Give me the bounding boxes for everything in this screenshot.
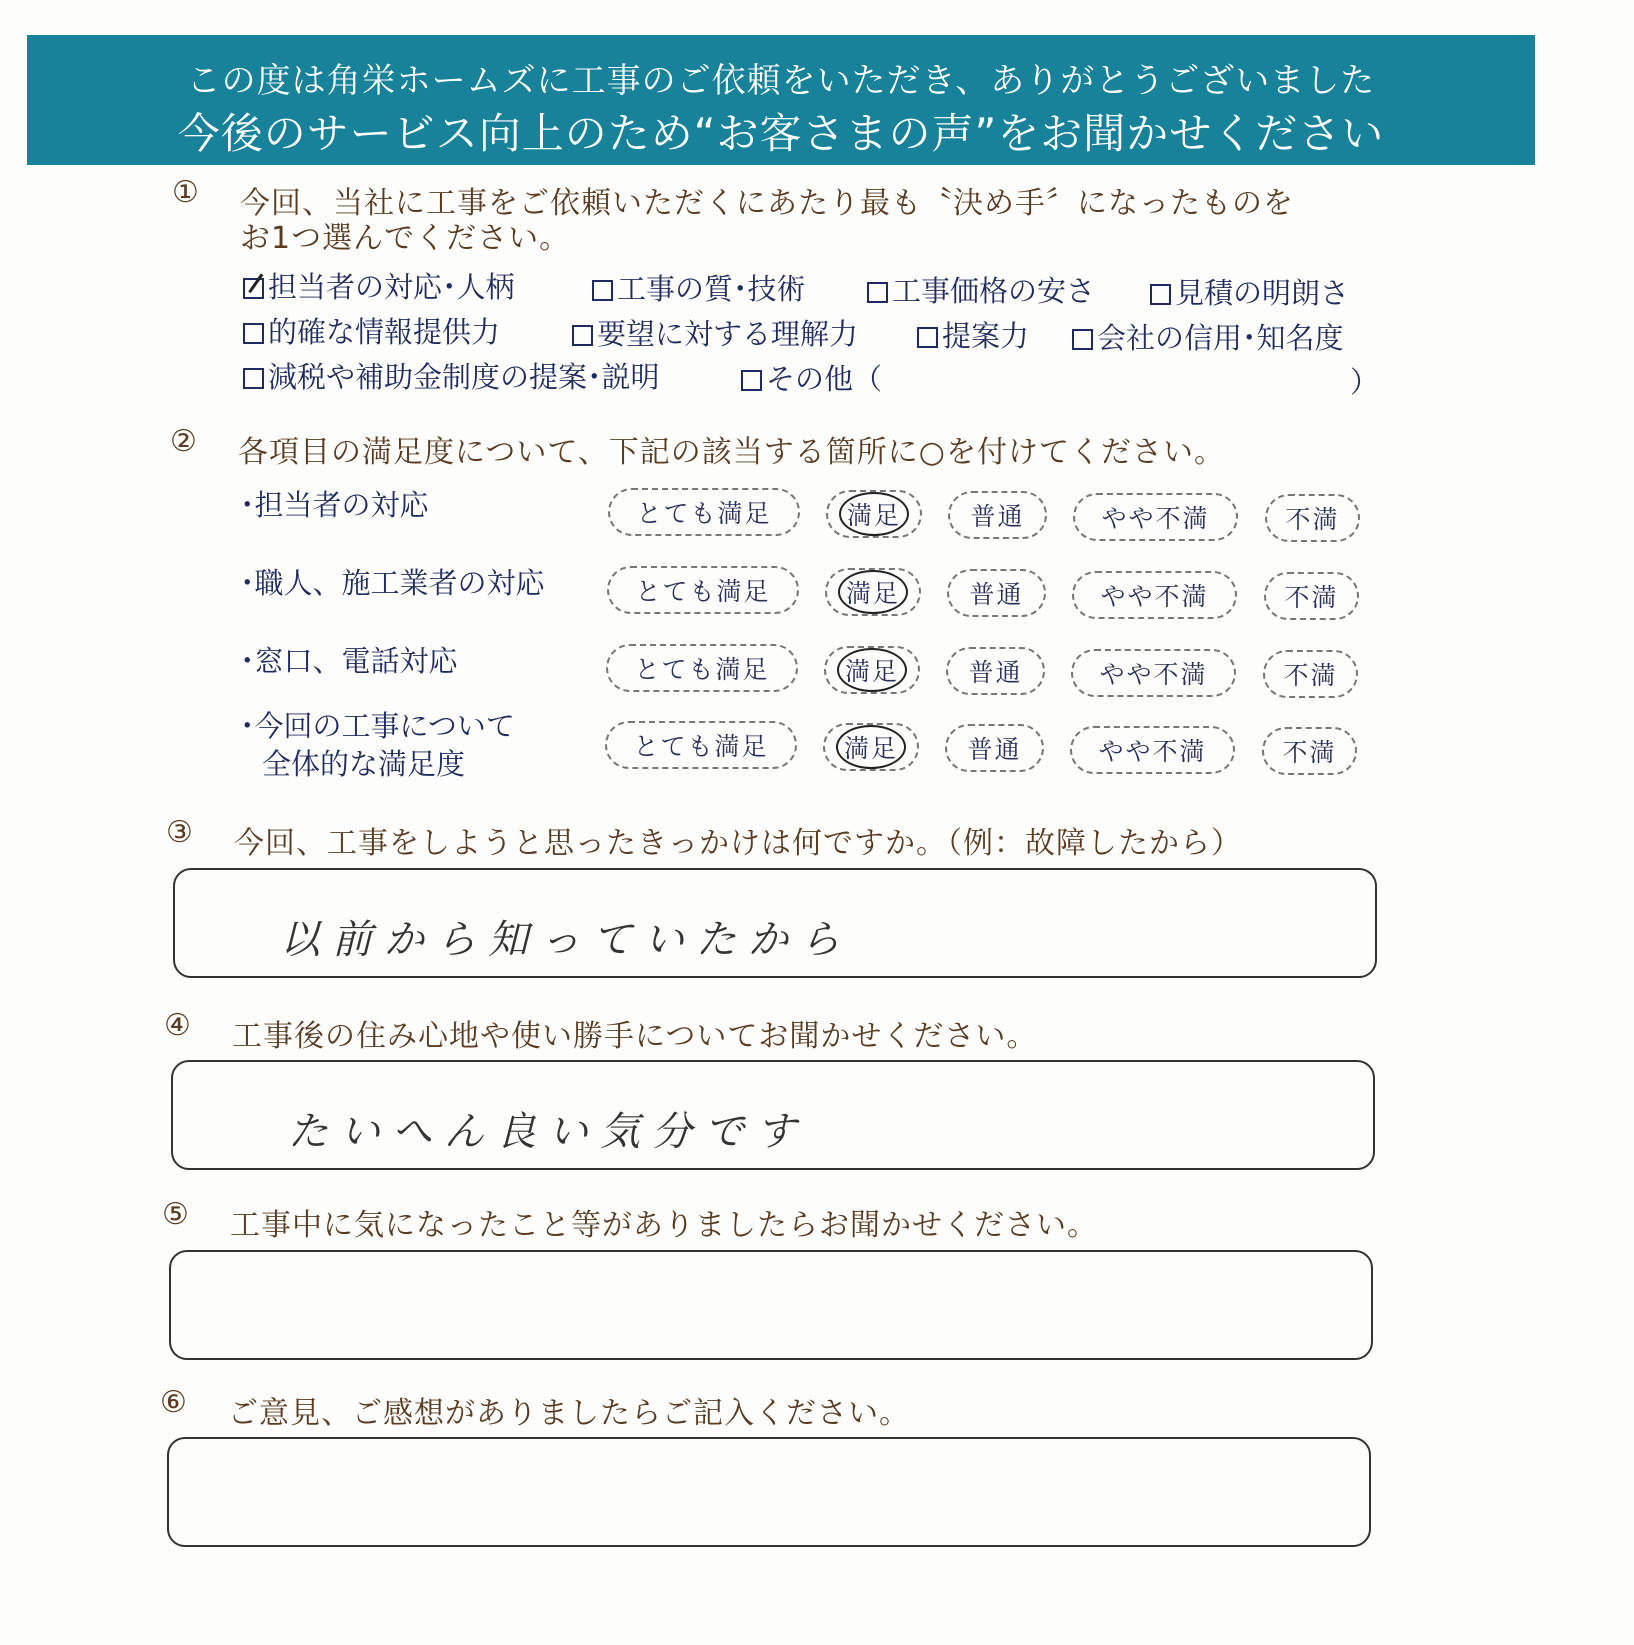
rating-option[interactable] bbox=[823, 723, 919, 771]
rating-label: 普通 bbox=[968, 658, 1023, 687]
rating-option[interactable] bbox=[1265, 494, 1360, 542]
rating-option[interactable] bbox=[606, 644, 798, 692]
checkbox[interactable] bbox=[1072, 329, 1093, 350]
checkbox[interactable] bbox=[243, 368, 264, 389]
rating-label: 不満 bbox=[1283, 661, 1338, 690]
q1-option-label: 会社の信用･知名度 bbox=[1097, 321, 1344, 355]
q6-answer-box[interactable] bbox=[167, 1437, 1371, 1547]
satisfaction-row-label bbox=[240, 642, 458, 680]
row-label-text: ･窓口、電話対応 bbox=[240, 644, 458, 678]
satisfaction-row-label bbox=[240, 486, 429, 524]
row-label-text-2: 全体的な満足度 bbox=[262, 747, 466, 781]
q1-option[interactable] bbox=[1150, 271, 1349, 312]
checkbox[interactable] bbox=[592, 280, 613, 301]
rating-label: とても満足 bbox=[635, 577, 771, 606]
header-title: 今後のサービス向上のため“お客さまの声”をお聞かせください bbox=[177, 109, 1385, 158]
rating-option[interactable] bbox=[605, 721, 797, 769]
q5-number: ⑤ bbox=[162, 1197, 189, 1232]
rating-label: やや不満 bbox=[1098, 736, 1207, 766]
rating-option[interactable] bbox=[948, 491, 1047, 539]
rating-option[interactable] bbox=[1262, 727, 1357, 775]
checkbox[interactable] bbox=[867, 282, 888, 303]
q1-option-label: 減税や補助金制度の提案･説明 bbox=[268, 360, 660, 394]
rating-label: 満足 bbox=[838, 570, 908, 614]
header-thanks: この度は角栄ホームズに工事のご依頼をいただき、ありがとうございました bbox=[186, 61, 1376, 101]
q4-text: 工事後の住み心地や使い勝手についてお聞かせください。 bbox=[232, 1019, 1038, 1054]
rating-option[interactable] bbox=[1263, 650, 1358, 698]
q2-text: 各項目の満足度について、下記の該当する箇所に○を付けてください。 bbox=[238, 435, 1225, 470]
rating-option[interactable] bbox=[608, 488, 800, 536]
rating-option[interactable] bbox=[826, 490, 922, 538]
rating-option[interactable] bbox=[1264, 572, 1359, 620]
rating-label: とても満足 bbox=[633, 732, 769, 761]
rating-label: とても満足 bbox=[634, 655, 770, 684]
rating-label: 満足 bbox=[839, 492, 909, 536]
q5-text: 工事中に気になったこと等がありましたらお聞かせください。 bbox=[230, 1208, 1098, 1243]
q1-option[interactable] bbox=[1072, 316, 1344, 357]
q1-option-label: 工事の質･技術 bbox=[617, 272, 806, 306]
q5-answer-box[interactable] bbox=[169, 1250, 1373, 1360]
q1-option-label: その他（ bbox=[766, 362, 883, 396]
row-label-text: ･職人、施工業者の対応 bbox=[240, 566, 545, 600]
rating-label: 普通 bbox=[970, 502, 1025, 531]
q1-option-label: 要望に対する理解力 bbox=[597, 317, 859, 351]
rating-label: とても満足 bbox=[636, 499, 772, 528]
rating-option[interactable] bbox=[947, 569, 1046, 617]
q1-option[interactable] bbox=[243, 310, 500, 351]
q3-answer-box[interactable] bbox=[173, 868, 1377, 978]
q3-number: ③ bbox=[166, 815, 193, 850]
q1-option[interactable] bbox=[572, 312, 858, 353]
q4-answer: たいへん良い気分です bbox=[288, 1109, 808, 1155]
row-label-text: ･今回の工事について bbox=[240, 709, 515, 743]
satisfaction-row-label bbox=[240, 707, 515, 783]
rating-option[interactable] bbox=[946, 647, 1045, 695]
row-label-text: ･担当者の対応 bbox=[240, 488, 429, 522]
other-close-paren: ） bbox=[1350, 365, 1380, 399]
rating-label: 普通 bbox=[969, 580, 1024, 609]
rating-option[interactable] bbox=[1072, 571, 1237, 619]
q1-option-label: 担当者の対応･人柄 bbox=[268, 270, 515, 304]
header-banner bbox=[27, 35, 1535, 165]
q1-option-label: 的確な情報提供力 bbox=[268, 315, 501, 349]
q1-option-label: 工事価格の安さ bbox=[892, 274, 1096, 308]
checkbox[interactable] bbox=[1150, 284, 1171, 305]
q1-option[interactable] bbox=[592, 267, 806, 308]
q3-text: 今回、工事をしようと思ったきっかけは何ですか。（例：故障したから） bbox=[234, 826, 1242, 861]
q1-number: ① bbox=[172, 175, 199, 210]
rating-label: 不満 bbox=[1282, 738, 1337, 767]
rating-label: 不満 bbox=[1284, 583, 1339, 612]
rating-label: やや不満 bbox=[1101, 503, 1210, 533]
q1-option-label: 見積の明朗さ bbox=[1175, 276, 1350, 310]
q4-number: ④ bbox=[164, 1008, 191, 1043]
q1-option[interactable] bbox=[867, 269, 1095, 310]
rating-option[interactable] bbox=[1070, 726, 1235, 774]
q6-text: ご意見、ご感想がありましたらご記入ください。 bbox=[228, 1396, 910, 1431]
rating-option[interactable] bbox=[1071, 649, 1236, 697]
q4-answer-box[interactable] bbox=[171, 1060, 1375, 1170]
satisfaction-row-label bbox=[240, 564, 545, 602]
q3-answer: 以前から知っていたから bbox=[280, 917, 852, 963]
q1-text-2: お1つ選んでください。 bbox=[240, 221, 571, 256]
rating-option[interactable] bbox=[825, 568, 921, 616]
q1-option[interactable] bbox=[243, 355, 660, 396]
rating-label: 満足 bbox=[837, 648, 907, 692]
checkbox[interactable] bbox=[741, 370, 762, 391]
q1-option-label: 提案力 bbox=[942, 319, 1030, 353]
rating-option[interactable] bbox=[607, 566, 799, 614]
q1-text: 今回、当社に工事をご依頼いただくにあたり最も〝決め手〞になったものを bbox=[240, 186, 1294, 221]
q1-option[interactable] bbox=[917, 314, 1029, 355]
checkbox[interactable] bbox=[917, 327, 938, 348]
rating-option[interactable] bbox=[945, 724, 1044, 772]
q1-option[interactable] bbox=[243, 265, 515, 306]
checkbox[interactable] bbox=[243, 323, 264, 344]
rating-option[interactable] bbox=[824, 646, 920, 694]
checkbox[interactable] bbox=[243, 278, 264, 299]
rating-option[interactable] bbox=[1073, 493, 1238, 541]
rating-label: 満足 bbox=[836, 725, 906, 769]
checkbox[interactable] bbox=[572, 325, 593, 346]
q1-option[interactable] bbox=[741, 357, 882, 398]
q2-number: ② bbox=[170, 424, 197, 459]
q6-number: ⑥ bbox=[160, 1385, 187, 1420]
rating-label: 不満 bbox=[1285, 505, 1340, 534]
rating-label: やや不満 bbox=[1099, 659, 1208, 689]
rating-label: やや不満 bbox=[1100, 581, 1209, 611]
rating-label: 普通 bbox=[967, 735, 1022, 764]
